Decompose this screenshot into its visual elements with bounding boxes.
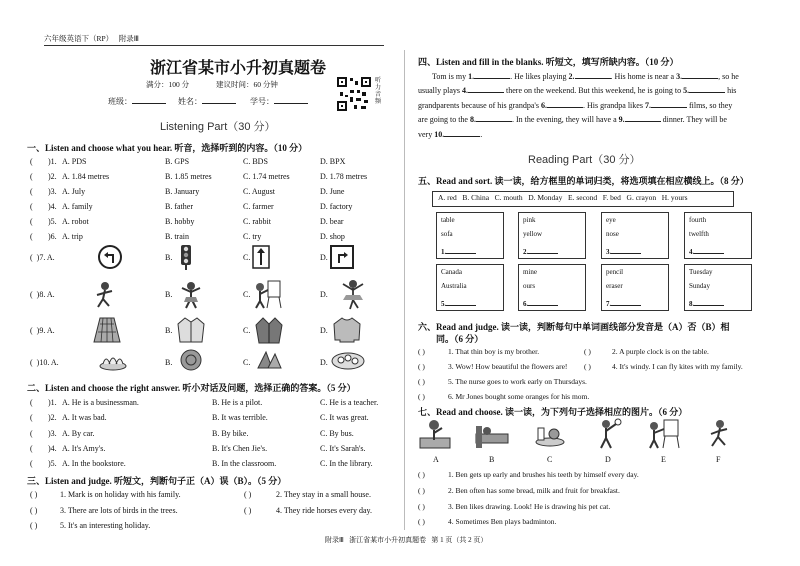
s7-sentence: 4. Sometimes Ben plays badminton. [448,517,557,526]
coat-icon[interactable] [254,316,284,344]
blank-number: 7. [644,101,651,110]
sort-box-3 [601,212,669,259]
option-a[interactable]: A. In the bookstore. [62,459,126,468]
answer-paren[interactable]: ( [30,187,33,196]
option-a[interactable]: A. trip [62,232,83,241]
sort-blank[interactable] [694,245,724,254]
picture-label: E [661,455,666,464]
option-a[interactable]: A. PDS [62,157,87,166]
sort-number: 3. [606,248,612,256]
s2-question-5: )5. [48,459,57,468]
s6-sentence: 6. Mr Jones bought some oranges for his mom. [448,392,590,401]
cloze-text: . In the evening, they will have a [511,115,619,124]
cloze-line [432,70,739,82]
traffic-light-icon[interactable] [176,244,196,270]
fill-blank[interactable] [575,70,611,79]
cloze-text: . [480,130,483,139]
picture-label: F [716,455,721,464]
sort-blank[interactable] [446,245,476,254]
option-b[interactable]: B. By bike. [212,429,249,438]
jacket-icon[interactable] [176,316,206,344]
section6-title: 六、Read and judge. 读一读，判断每句中单词画线部分发音是（A）否（B）相 [418,322,730,332]
cloze-text: . His grandpa likes [582,101,645,110]
qr-label: 听力音频 [375,78,382,105]
option-d[interactable]: D. shop [320,232,345,241]
cloze-text: , so he [718,72,739,81]
sort-answer[interactable] [523,245,558,257]
blank-number: 2. [568,72,575,81]
sort-word: yellow [523,230,543,238]
option-d[interactable]: D. BPX [320,157,346,166]
sort-answer[interactable] [441,245,476,257]
fill-blank[interactable] [682,70,718,79]
cloze-text: . He likes playing [510,72,569,81]
cloze-line [418,128,482,140]
option-b[interactable]: B. 1.85 metres [165,172,212,181]
sort-box-2 [518,212,586,259]
cloze-text: usually plays [418,86,462,95]
option-b[interactable]: B. It was terrible. [212,413,268,422]
blank-number: 8. [469,115,476,124]
option-b[interactable]: B. It's Chen Jie's. [212,444,268,453]
option-b[interactable]: B. In the classroom. [212,459,277,468]
answer-paren[interactable]: ( [30,157,33,166]
s7-sentence: 3. Ben likes drawing. Look! He is drawing his pet cat. [448,502,611,511]
answer-paren[interactable]: ( ) [30,506,38,515]
option-c[interactable]: C. It's Sarah's. [320,444,366,453]
sort-answer[interactable] [606,297,641,309]
s2-question-4: )4. [48,444,57,453]
answer-paren[interactable]: ( ) [30,521,38,530]
s6-sentence: 2. A purple clock is on the table. [612,347,709,356]
sort-blank[interactable] [694,297,724,306]
sort-word: table [441,216,455,224]
fill-blank[interactable] [689,84,725,93]
section1-title: 一、Listen and choose what you hear. 听音，选择听到的内容。（10 分） [27,143,308,153]
qr-code-icon[interactable] [336,76,372,112]
answer-paren[interactable]: ( ) [30,490,38,499]
full-score: 满分：100 分 [146,80,190,89]
option-a[interactable]: A. family [62,202,93,211]
sort-blank[interactable] [611,297,641,306]
page-footer: 附录Ⅲ 浙江省某市小升初真题卷 第 1 页（共 2 页） [325,536,488,544]
pic-e-drawing-icon[interactable] [646,418,682,450]
option-c[interactable]: C. BDS [243,157,268,166]
s6-sentence: 1. That thin boy is my brother. [448,347,540,356]
pic-f-running-icon[interactable] [702,418,738,450]
option-c[interactable]: C. August [243,187,276,196]
sort-word: Sunday [689,282,710,290]
listening-heading: Listening Part（30 分） [160,121,276,133]
option-d[interactable]: D. 1.78 metres [320,172,368,181]
section6-title-cont: 同。（6 分） [436,334,484,344]
cloze-text: there on the weekend. But this weekend, he is going to [504,86,684,95]
option-c[interactable]: C. farmer [243,202,274,211]
picture-label: A [433,455,439,464]
answer-paren[interactable]: ( ) [418,392,425,401]
page-title: 浙江省某市小升初真题卷 [150,60,327,77]
answer-paren[interactable]: ( [30,232,33,241]
option-b[interactable]: B. He is a pilot. [212,398,263,407]
option-b[interactable]: B. train [165,232,189,241]
reading-heading: Reading Part（30 分） [528,154,641,166]
sort-number: 6. [523,300,529,308]
word-bank-options: A. red B. China C. mouth D. Monday E. second F. bed G. crayon H. yours [438,193,688,202]
sort-answer[interactable] [523,297,558,309]
sort-box-7 [601,264,669,311]
blank-number: 6. [540,101,547,110]
sort-answer[interactable] [689,297,724,309]
picture-label: D [605,455,611,464]
blank-number: 5. [683,86,690,95]
s6-sentence: 4. It's windy. I can fly kites with my family. [612,362,743,371]
sort-box-4 [684,212,752,259]
s3-statement: 2. They stay in a small house. [276,490,371,499]
fill-blank[interactable] [547,99,583,108]
s6-sentence: 3. Wow! How beautiful the flowers are! [448,362,568,371]
girl-ballet-icon[interactable] [338,278,368,310]
fill-blank[interactable] [476,113,512,122]
option-a[interactable]: A. It was bad. [62,413,107,422]
sort-word: pink [523,216,536,224]
s2-question-3: )3. [48,429,57,438]
header-rule [44,45,384,46]
answer-paren[interactable]: ( ) [418,377,425,386]
cloze-text: dinner. They will be [660,115,727,124]
answer-paren[interactable]: ( ) [418,347,425,356]
pic-b-bed-icon[interactable] [474,418,510,450]
sort-number: 2. [523,248,529,256]
answer-paren[interactable]: ( [30,429,33,438]
answer-paren[interactable]: ( [30,217,33,226]
option-d[interactable]: D. bear [320,217,344,226]
section3-title: 三、Listen and judge. 听短文，判断句子正（A）误（B）。（5 分） [27,476,287,486]
blank-number: 4. [462,86,468,95]
sort-word: ours [523,282,536,290]
s7-sentence: 2. Ben often has some bread, milk and fruit for breakfast. [448,486,620,495]
option-b[interactable]: B. GPS [165,157,190,166]
fill-blank[interactable] [474,70,510,79]
turn-left-sign-icon[interactable] [98,245,122,269]
dumplings-icon[interactable] [98,348,128,372]
sort-blank[interactable] [528,297,558,306]
s3-statement: 5. It's an interesting holiday. [60,521,151,530]
picture-label: C [547,455,553,464]
header-grade: 六年级英语下（RP） 附录Ⅲ [44,34,139,43]
s3-statement: 3. There are lots of birds in the trees. [60,506,178,515]
answer-paren[interactable]: ( ) [244,490,252,499]
sort-number: 5. [441,300,447,308]
answer-paren[interactable]: ( ) [584,362,591,371]
skirt-icon[interactable] [92,316,122,344]
cloze-text: are going to the [418,115,470,124]
sort-word: mine [523,268,537,276]
s1-question-2: )2. [48,172,57,181]
sort-answer[interactable] [606,245,641,257]
sweater-icon[interactable] [332,316,362,344]
sort-number: 7. [606,300,612,308]
answer-paren[interactable]: ( [30,202,33,211]
s2-question-2: )2. [48,413,57,422]
sort-blank[interactable] [611,245,641,254]
answer-paren[interactable]: ( ) [244,506,252,515]
fill-blank[interactable] [651,99,687,108]
blank-number: 9. [618,115,625,124]
zongzi-icon[interactable] [254,348,284,372]
option-b[interactable]: B. hobby [165,217,195,226]
option-b[interactable]: B. father [165,202,193,211]
class-field[interactable]: 班级： [108,95,166,107]
cloze-line [418,99,732,111]
option-c[interactable]: C. By bus. [320,429,354,438]
blank-number: 1. [468,72,475,81]
sort-word: Canada [441,268,462,276]
cloze-text: Tom is my [432,72,469,81]
fill-blank[interactable] [468,84,504,93]
boy-painting-icon[interactable] [252,278,282,310]
answer-paren[interactable]: ( ) [418,486,425,495]
sort-word: sofa [441,230,453,238]
cloze-text: . His home is near a [610,72,677,81]
answer-paren[interactable]: ( ) [418,362,425,371]
section2-title: 二、Listen and choose the right answer. 听小对话及问题，选择正确的答案。（5 分） [27,383,356,393]
s6-sentence: 5. The nurse goes to work early on Thursdays. [448,377,587,386]
blank-number: 3. [676,72,683,81]
sort-answer[interactable] [689,245,724,257]
pic-a-brushing-teeth-icon[interactable] [418,418,454,450]
option-d[interactable]: D. June [320,187,345,196]
s1-question-4: )4. [48,202,57,211]
sort-word: eraser [606,282,623,290]
option-c[interactable]: C. rabbit [243,217,271,226]
answer-paren[interactable]: ( [30,459,33,468]
answer-paren[interactable]: ( [30,398,33,407]
option-a[interactable]: A. He is a businessman. [62,398,139,407]
option-c[interactable]: C. try [243,232,262,241]
fill-blank[interactable] [625,113,661,122]
sort-answer[interactable] [441,297,476,309]
pic-c-breakfast-icon[interactable] [532,418,568,450]
cloze-text: grandparents because of his grandpa's [418,101,541,110]
sort-number: 4. [689,248,695,256]
cloze-text: his [725,86,737,95]
option-a[interactable]: A. It's Amy's. [62,444,106,453]
option-c[interactable]: C. In the library. [320,459,373,468]
time-suggest: 建议时间：60 分钟 [216,80,278,89]
sort-word: eye [606,216,616,224]
cloze-line [418,113,727,125]
s1-question-6: )6. [48,232,57,241]
sort-number: 1. [441,248,447,256]
answer-paren[interactable]: ( ) [418,517,425,526]
section7-title: 七、Read and choose. 读一读，为下列句子选择相应的图片。（6 分） [418,407,688,417]
go-straight-sign-icon[interactable] [252,245,270,269]
fill-blank[interactable] [444,128,483,139]
mooncake-icon[interactable] [176,348,206,372]
girl-dancing-icon[interactable] [176,280,206,310]
sort-number: 8. [689,300,695,308]
turn-right-sign-icon[interactable] [330,245,354,269]
option-d[interactable]: D. factory [320,202,353,211]
sort-word: twelfth [689,230,709,238]
name-field[interactable]: 姓名： [178,95,236,107]
sort-word: nose [606,230,619,238]
answer-paren[interactable]: ( [30,172,33,181]
s3-statement: 4. They ride horses every day. [276,506,372,515]
picture-label: B [489,455,495,464]
boy-running-icon[interactable] [90,280,120,310]
s2-question-1: )1. [48,398,57,407]
sort-blank[interactable] [528,245,558,254]
option-c[interactable]: C. He is a teacher. [320,398,379,407]
s1-question-5: )5. [48,217,57,226]
tangyuan-icon[interactable] [330,349,366,371]
option-c[interactable]: C. 1.74 metres [243,172,290,181]
answer-paren[interactable]: ( ) [584,347,591,356]
section5-title: 五、Read and sort. 读一读，给方框里的单词归类，将选项填在相应横线上。（8 分） [418,176,749,186]
sort-word: Australia [441,282,467,290]
sort-word: fourth [689,216,707,224]
sort-word: Tuesday [689,268,713,276]
answer-paren[interactable]: ( [30,413,33,422]
s1-question-1: )1. [48,157,57,166]
section4-title: 四、Listen and fill in the blanks. 听短文，填写所缺内容。（10 分） [418,57,679,67]
sort-blank[interactable] [446,297,476,306]
pic-d-badminton-icon[interactable] [590,418,626,450]
s3-statement: 1. Mark is on holiday with his family. [60,490,181,499]
s1-question-3: )3. [48,187,57,196]
answer-paren[interactable]: ( [30,444,33,453]
cloze-line [418,84,736,96]
sort-box-6 [518,264,586,311]
sort-box-8 [684,264,752,311]
sort-box-5 [436,264,504,311]
s7-sentence: 1. Ben gets up early and brushes his teeth by himself every day. [448,470,639,479]
answer-paren[interactable]: ( ) [418,470,425,479]
cloze-text: very [418,130,435,139]
option-a[interactable]: A. July [62,187,86,196]
id-field[interactable]: 学号： [250,95,308,107]
blank-number: 10. [434,130,445,139]
option-a[interactable]: A. By car. [62,429,95,438]
sort-box-1 [436,212,504,259]
option-b[interactable]: B. January [165,187,200,196]
column-divider [404,50,405,530]
option-a[interactable]: A. robot [62,217,89,226]
answer-paren[interactable]: ( ) [418,502,425,511]
cloze-text: films, so they [686,101,733,110]
sort-word: pencil [606,268,624,276]
option-a[interactable]: A. 1.84 metres [62,172,110,181]
option-c[interactable]: C. It was great. [320,413,369,422]
